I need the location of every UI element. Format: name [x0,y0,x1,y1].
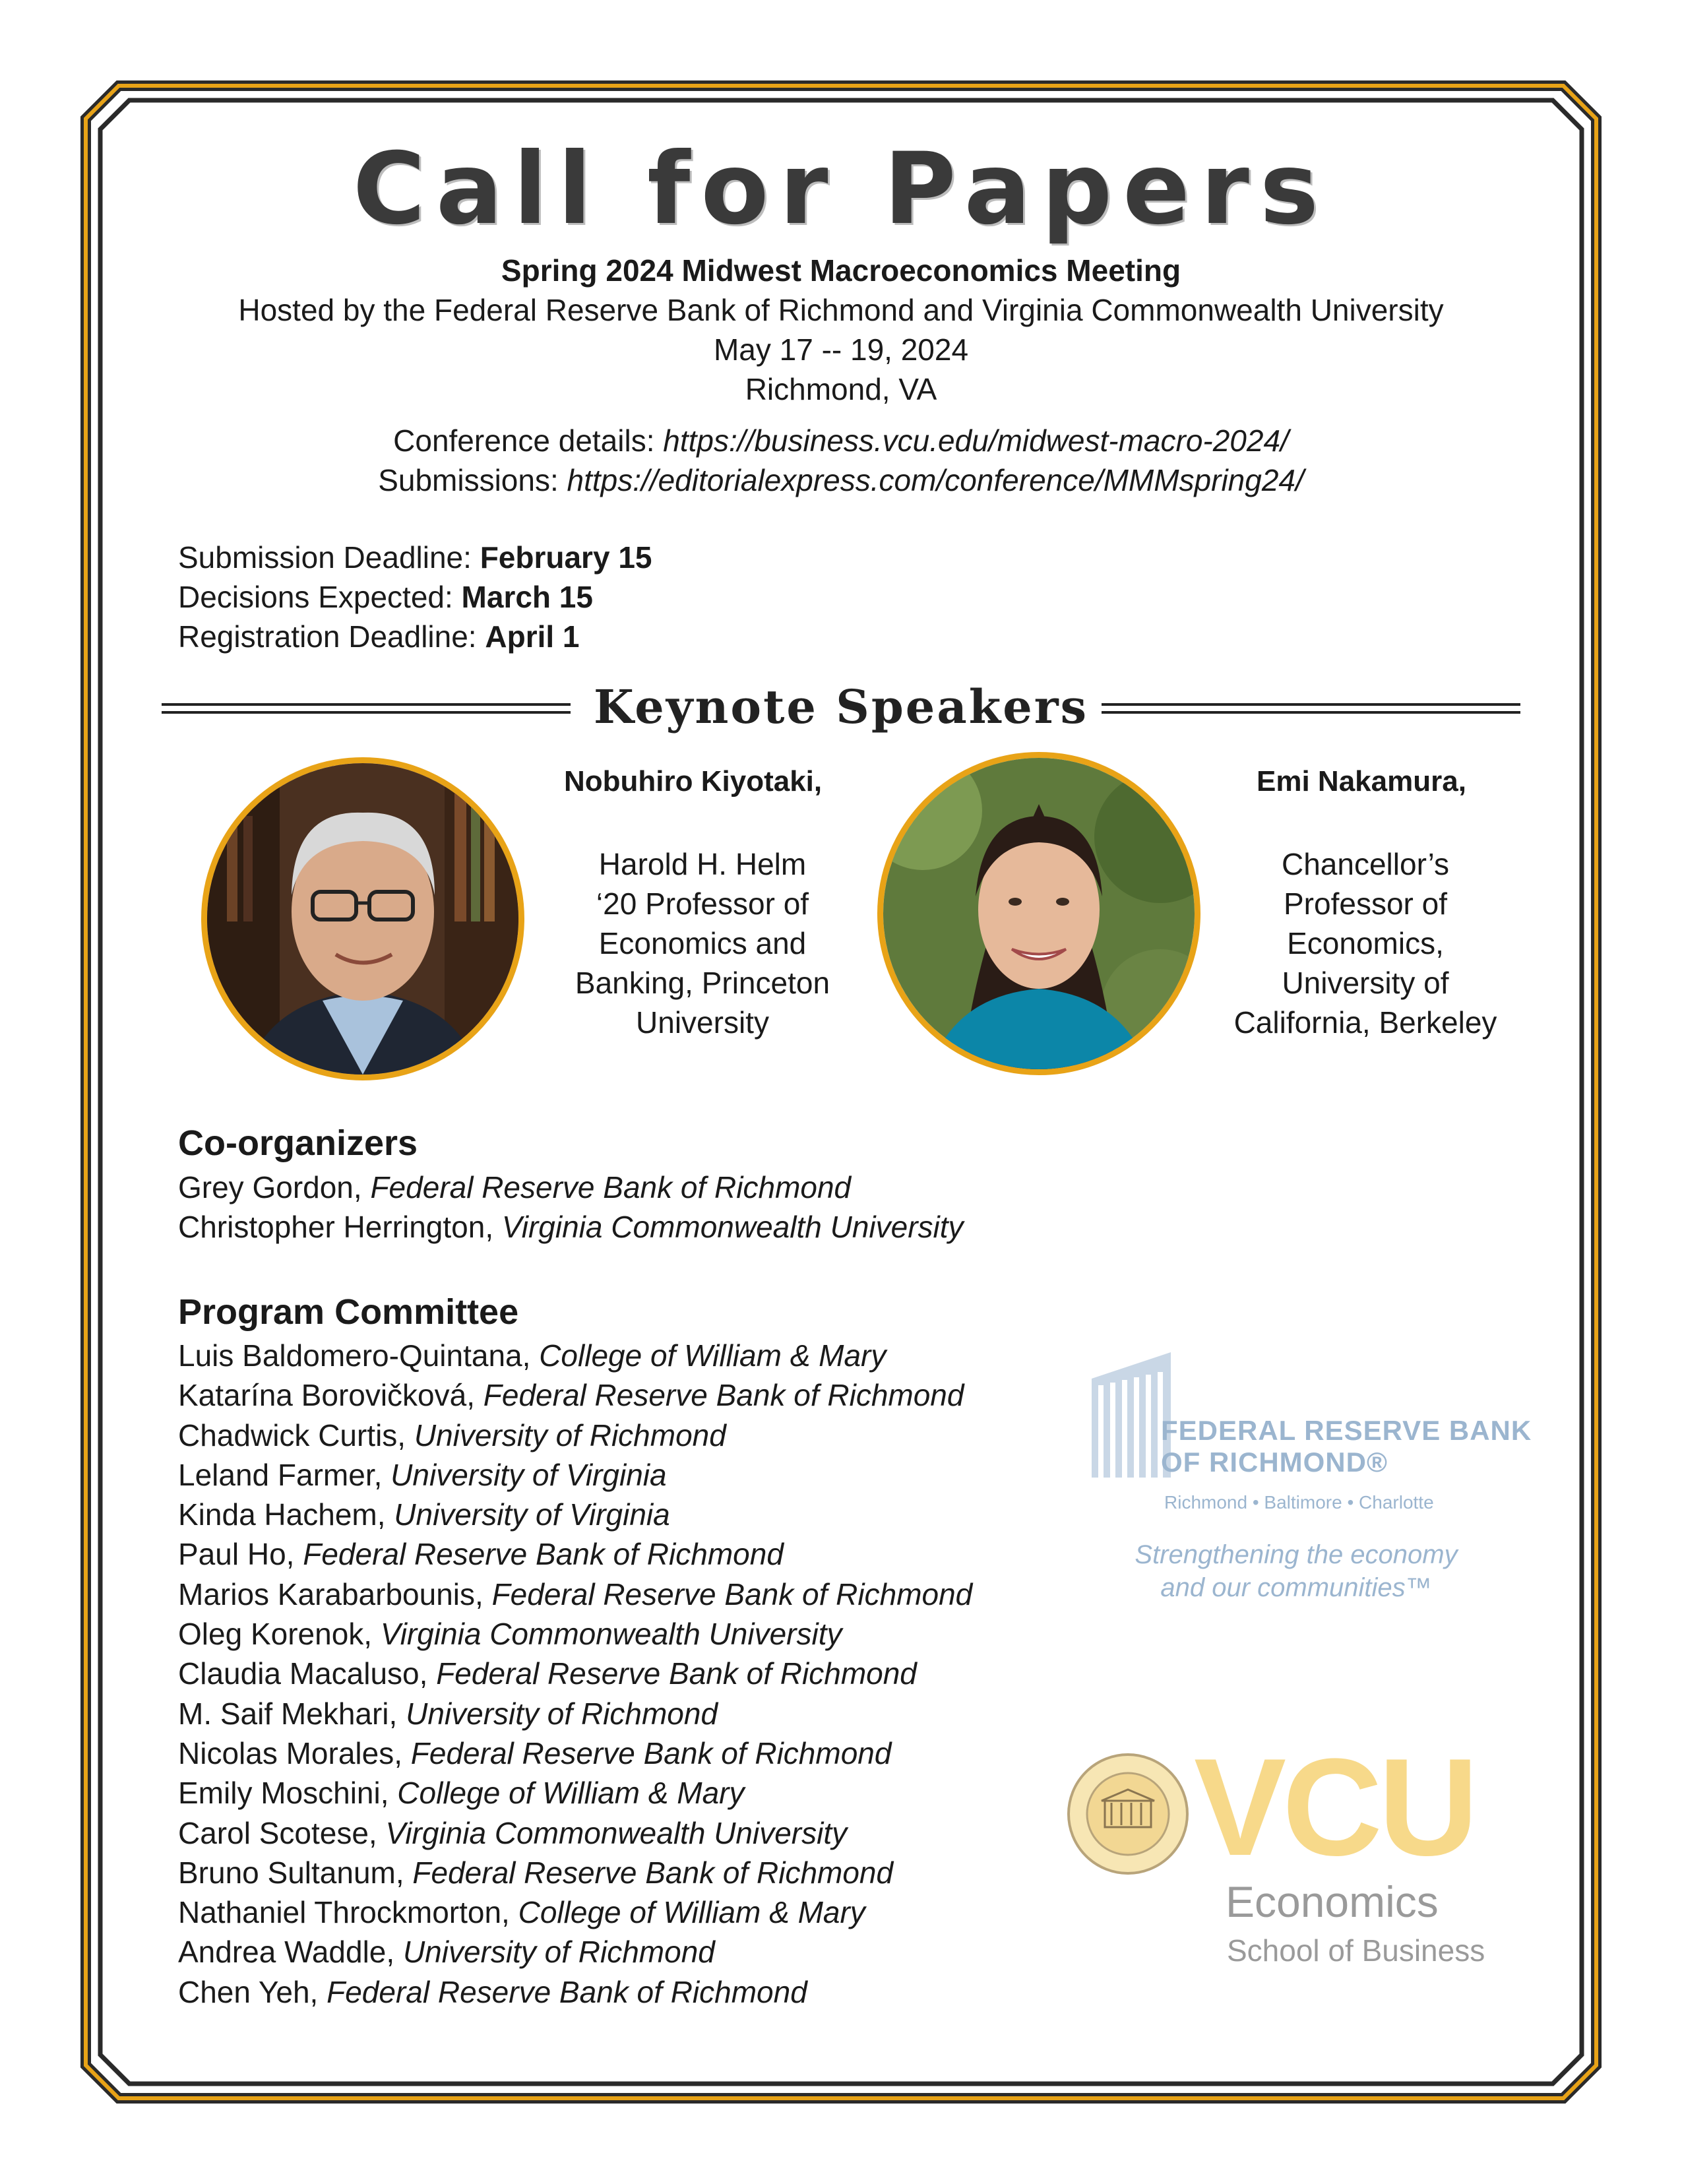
page-title: Call for Papers [352,132,1330,247]
list-item: Claudia Macaluso, Federal Reserve Bank of Richmond [178,1656,917,1691]
submissions-link[interactable]: https://editorialexpress.com/conference/MMMspring24/ [567,463,1304,497]
details-link[interactable]: https://business.vcu.edu/midwest-macro-2024/ [663,423,1289,458]
list-item: Chadwick Curtis, University of Richmond [178,1418,726,1452]
list-item: Andrea Waddle, University of Richmond [178,1935,715,1970]
frb-name-line2: OF RICHMOND® [1161,1447,1388,1478]
list-item: Carol Scotese, Virginia Commonwealth University [178,1815,848,1850]
deadline-decisions: Decisions Expected: March 15 [178,580,593,614]
list-item: Nicolas Morales, Federal Reserve Bank of Richmond [178,1735,892,1770]
list-item: Katarína Borovičková, Federal Reserve Bank of Richmond [178,1378,964,1413]
keynote-heading: Keynote Speakers [593,679,1089,734]
list-item: Kinda Hachem, University of Virginia [178,1497,670,1532]
meeting-name: Spring 2024 Midwest Macroeconomics Meeting [501,253,1181,288]
submissions-label: Submissions: [378,463,567,497]
list-item: Christopher Herrington, Virginia Commonwealth University [178,1210,964,1245]
submissions-line [0,460,1682,500]
vcu-seal-icon [1065,1751,1191,1877]
speaker-1-name: Nobuhiro Kiyotaki, [564,765,823,797]
deadline-registration: Registration Deadline: April 1 [178,619,580,654]
list-item: M. Saif Mekhari, University of Richmond [178,1696,718,1731]
vcu-wordmark: VCU [1194,1730,1475,1885]
vcu-dept: Economics [1226,1877,1439,1926]
list-item: Grey Gordon, Federal Reserve Bank of Richmond [178,1170,852,1204]
deadline-submission: Submission Deadline: February 15 [178,540,652,575]
host-line: Hosted by the Federal Reserve Bank of Richmond and Virginia Commonwealth University [238,293,1444,327]
frb-name-line1: FEDERAL RESERVE BANK [1161,1415,1532,1446]
list-item: Bruno Sultanum, Federal Reserve Bank of Richmond [178,1855,894,1890]
list-item: Chen Yeh, Federal Reserve Bank of Richmond [178,1974,807,2009]
speaker-1-title: Harold H. Helm ‘20 Professor of Economics and Banking, Princeton University [575,847,830,1040]
list-item: Paul Ho, Federal Reserve Bank of Richmond [178,1537,784,1572]
location-line: Richmond, VA [745,372,937,406]
details-line [0,421,1682,460]
list-item: Luis Baldomero-Quintana, College of William & Mary [178,1338,887,1373]
list-item: Emily Moschini, College of William & Mary [178,1776,745,1811]
speaker-2-name: Emi Nakamura, [1257,765,1466,797]
dates-line: May 17 -- 19, 2024 [713,332,969,367]
frb-richmond-logo [1092,1352,1532,1616]
list-item: Oleg Korenok, Virginia Commonwealth University [178,1617,842,1652]
list-item: Leland Farmer, University of Virginia [178,1457,667,1492]
frb-tagline-1: Strengthening the economy [1135,1540,1458,1569]
coorganizers-heading: Co-organizers [178,1123,418,1163]
vcu-school: School of Business [1227,1933,1485,1968]
list-item: Nathaniel Throckmorton, College of William & Mary [178,1895,865,1930]
coorganizers-list [178,1168,964,1247]
frb-tagline-2: and our communities™ [1160,1573,1432,1602]
speaker-2-title: Chancellor’s Professor of Economics, University of California, Berkeley [1233,847,1497,1040]
speaker-1-photo [201,757,524,1080]
list-item: Marios Karabarbounis, Federal Reserve Bank of Richmond [178,1576,973,1611]
vcu-economics-logo [1062,1730,1524,1992]
speaker-2-photo [877,752,1200,1075]
committee-list [178,1336,972,2012]
committee-heading: Program Committee [178,1292,519,1332]
frb-cities: Richmond • Baltimore • Charlotte [1164,1492,1434,1513]
details-label: Conference details: [393,423,664,458]
deadlines-list [178,538,652,656]
